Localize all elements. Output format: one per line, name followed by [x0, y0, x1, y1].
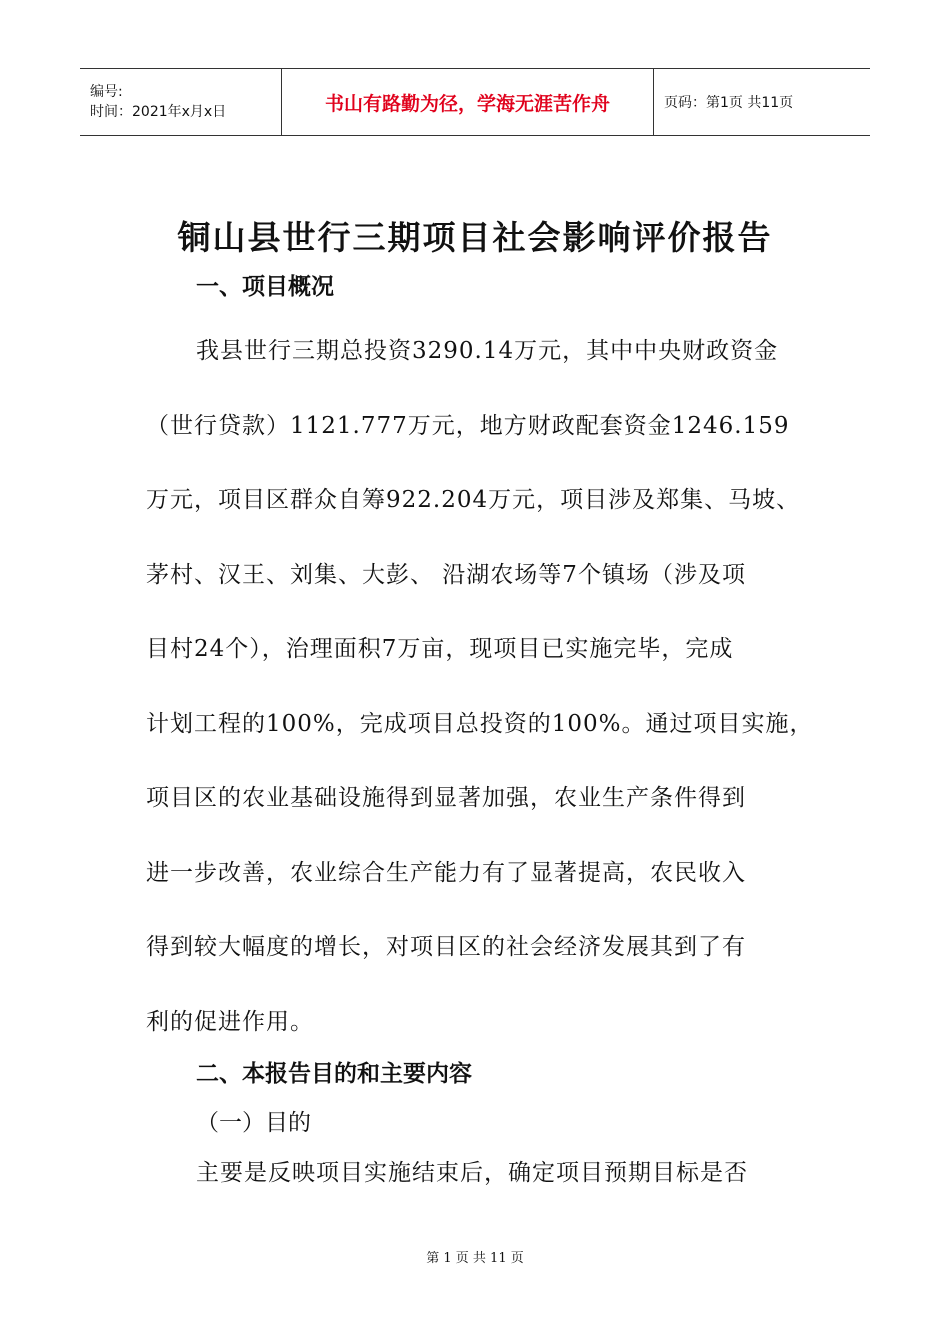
motto-text: 书山有路勤为径，学海无涯苦作舟 [324, 92, 610, 115]
paragraph-line: 利的促进作用。 [146, 1008, 314, 1035]
header-page-number [654, 69, 870, 135]
header-meta [80, 69, 282, 135]
page-number-label: 页码：第1页 共11页 [664, 95, 794, 111]
paragraph-line: （世行贷款）1121.777万元，地方财政配套资金1246.159 [146, 412, 790, 439]
paragraph-line: 得到较大幅度的增长，对项目区的社会经济发展其到了有 [146, 934, 746, 960]
header-motto [282, 69, 654, 135]
paragraph-line: 万元，项目区群众自筹922.204万元，项目涉及郑集、马坡、 [146, 487, 801, 513]
document-time-label: 时间：2021年x月x日 [90, 104, 227, 120]
section-heading-purpose: 二、本报告目的和主要内容 [196, 1061, 472, 1087]
paragraph-line: 我县世行三期总投资3290.14万元，其中中央财政资金 [196, 338, 779, 364]
paragraph-line: 计划工程的100%，完成项目总投资的100%。通过项目实施， [146, 710, 814, 737]
section-body-overview [146, 314, 826, 1059]
paragraph-line: 茅村、汉王、刘集、大彭、 沿湖农场等7个镇场（涉及项 [146, 561, 746, 588]
section-heading-overview: 一、项目概况 [196, 274, 334, 300]
paragraph-line: 进一步改善，农业综合生产能力有了显著提高，农民收入 [146, 859, 746, 886]
paragraph-line: 项目区的农业基础设施得到显著加强，农业生产条件得到 [146, 785, 746, 811]
paragraph-line: 目村24个），治理面积7万亩，现项目已实施完毕，完成 [146, 636, 734, 662]
document-number-label: 编号: [90, 84, 123, 100]
page-header [80, 68, 870, 136]
page-footer: 第 1 页 共 11 页 [426, 1251, 524, 1266]
subsection-body-purpose: 主要是反映项目实施结束后，确定项目预期目标是否 [196, 1160, 748, 1186]
subsection-heading-purpose: （一）目的 [196, 1110, 311, 1136]
document-title: 铜山县世行三期项目社会影响评价报告 [177, 218, 773, 257]
